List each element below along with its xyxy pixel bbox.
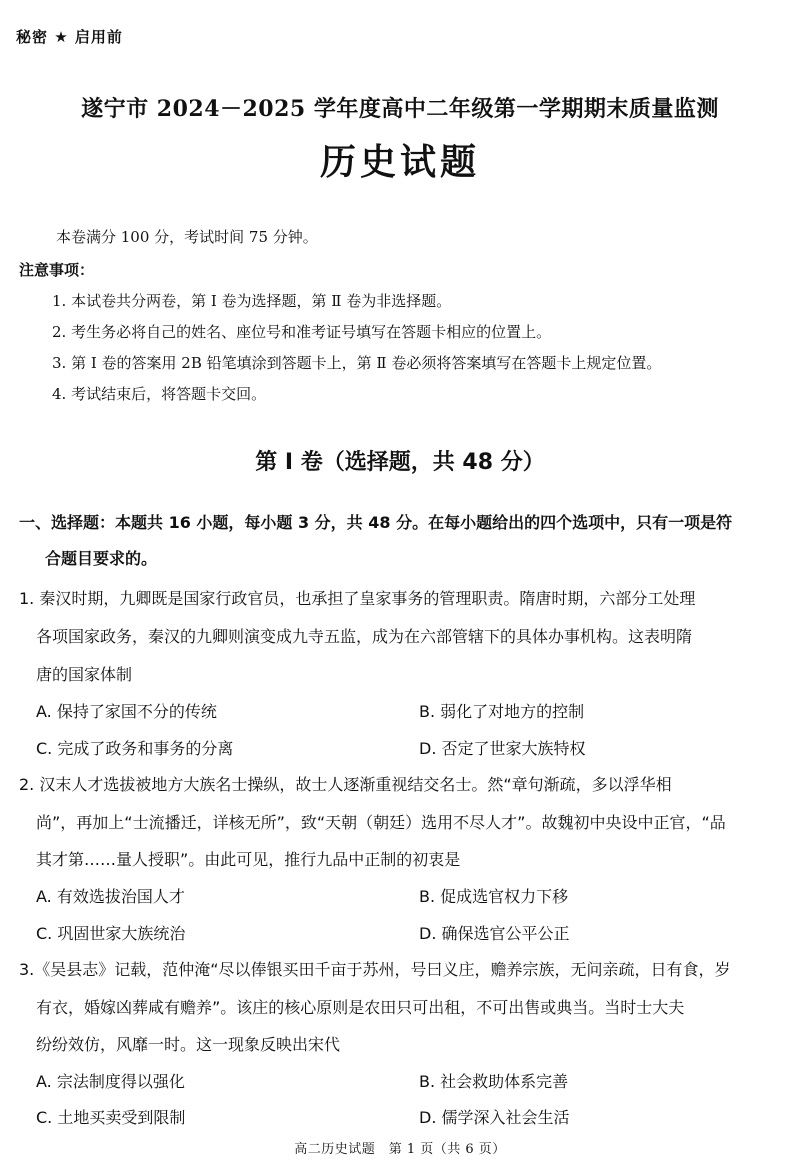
section-heading [19, 505, 783, 577]
question-text-line: 3.《吴县志》记载，范仲淹“尽以俸银买田千亩于苏州，号曰义庄，赡养宗族，无问亲疏，日有食，岁 [19, 960, 731, 979]
option-d: D. 确保选官公平公正 [419, 924, 570, 943]
option-a: A. 保持了家国不分的传统 [36, 702, 217, 721]
notice-item: 1. 本试卷共分两卷，第 Ⅰ 卷为选择题，第 Ⅱ 卷为非选择题。 [52, 292, 452, 310]
question-text-line: 其才第……量人授职”。由此可见，推行九品中正制的初衷是 [36, 850, 461, 869]
notice-item: 2. 考生务必将自己的姓名、座位号和准考证号填写在答题卡相应的位置上。 [52, 323, 552, 341]
section-heading-line: 合题目要求的。 [45, 549, 158, 568]
question-text-line: 2. 汉末人才选拔被地方大族名士操纵，故士人逐渐重视结交名士。然“章句渐疏，多以浮华相 [19, 775, 672, 794]
page-footer: 高二历史试题 第 1 页（共 6 页） [294, 1142, 506, 1157]
part-title: 第 Ⅰ 卷（选择题，共 48 分） [255, 450, 545, 475]
option-c: C. 巩固世家大族统治 [36, 924, 186, 943]
exam-title: 遂宁市 2024－2025 学年度高中二年级第一学期期末质量监测 [81, 96, 719, 122]
option-c: C. 土地买卖受到限制 [36, 1108, 186, 1127]
option-d: D. 否定了世家大族特权 [419, 739, 586, 758]
question-text-line: 各项国家政务，秦汉的九卿则演变成九寺五监，成为在六部管辖下的具体办事机构。这表明隋 [36, 627, 693, 646]
option-c: C. 完成了政务和事务的分离 [36, 739, 234, 758]
option-d: D. 儒学深入社会生活 [419, 1108, 570, 1127]
option-a: A. 宗法制度得以强化 [36, 1072, 185, 1091]
question-text-line: 尚”，再加上“士流播迁，详核无所”，致“天朝（朝廷）选用不尽人才”。故魏初中央设中正官，“品 [36, 813, 726, 832]
option-b: B. 社会救助体系完善 [419, 1072, 569, 1091]
question-text-line: 有衣，婚嫁凶葬咸有赡养”。该庄的核心原则是农田只可出租，不可出售或典当。当时士大夫 [36, 998, 685, 1017]
option-a: A. 有效选拔治国人才 [36, 887, 185, 906]
question-text-line: 唐的国家体制 [36, 665, 133, 684]
question-text-line: 1. 秦汉时期，九卿既是国家行政官员，也承担了皇家事务的管理职责。隋唐时期，六部分工处理 [19, 589, 696, 608]
secret-label: 秘密 ★ 启用前 [16, 28, 123, 46]
section-heading-line: 一、选择题：本题共 16 小题，每小题 3 分，共 48 分。在每小题给出的四个选项中，只有一项是符 [19, 513, 733, 532]
notice-heading: 注意事项： [19, 261, 95, 279]
subject-title: 历史试题 [319, 142, 480, 183]
option-b: B. 促成选官权力下移 [419, 887, 569, 906]
option-b: B. 弱化了对地方的控制 [419, 702, 585, 721]
notice-item: 4. 考试结束后，将答题卡交回。 [52, 385, 267, 403]
notice-item: 3. 第 Ⅰ 卷的答案用 2B 铅笔填涂到答题卡上，第 Ⅱ 卷必须将答案填写在答题卡上规定位置。 [52, 354, 662, 372]
exam-intro: 本卷满分 100 分，考试时间 75 分钟。 [56, 228, 318, 246]
question-text-line: 纷纷效仿，风靡一时。这一现象反映出宋代 [36, 1035, 341, 1054]
